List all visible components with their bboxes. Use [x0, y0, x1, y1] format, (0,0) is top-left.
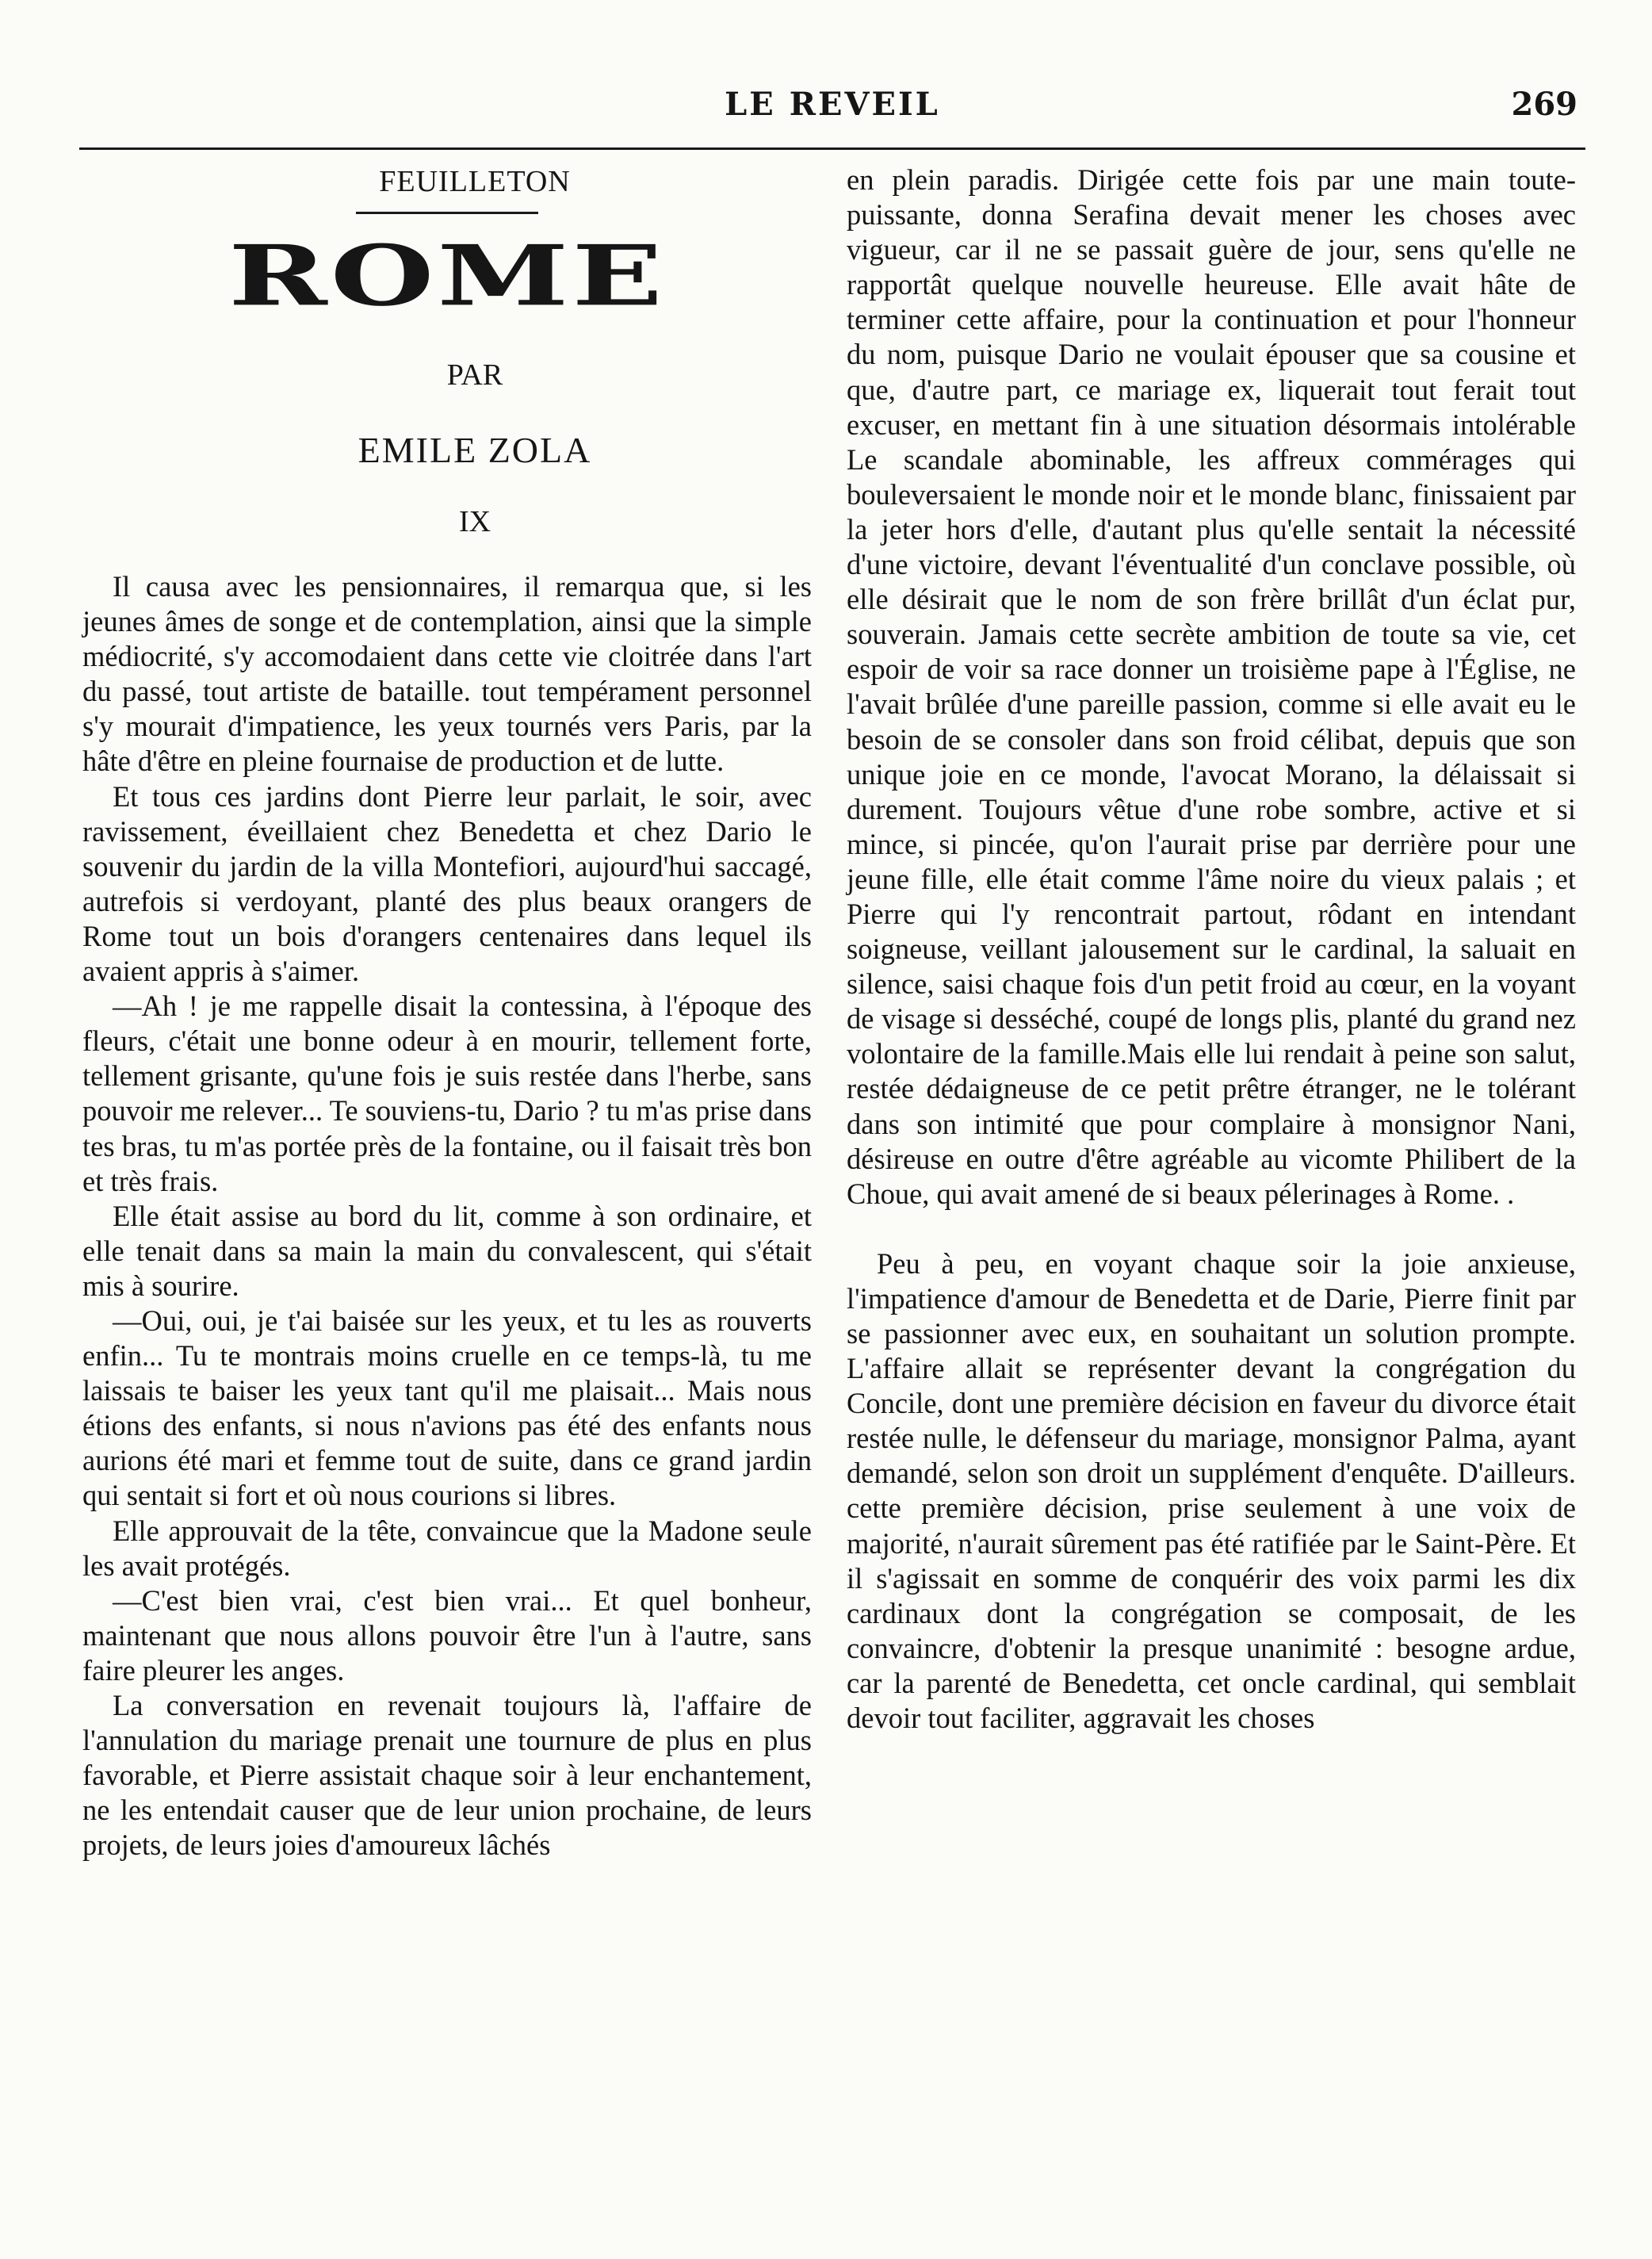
- paragraph: —Ah ! je me rappelle disait la contessina, à l'époque des fleurs, c'était une bonne odeur à en mourir, tellement forte, tellement grisante, qu'une fois je suis restée dans l'herbe, sans pouvoir me relever... Te souviens-tu, Dario ? tu m'as prise dans tes bras, tu m'as portée près de la fontaine, ou il faisait très bon et très frais.: [82, 990, 812, 1197]
- page-header: [79, 86, 1585, 133]
- paragraph: Peu à peu, en voyant chaque soir la joie anxieuse, l'impatience d'amour de Benedetta et de Darie, Pierre finit par se passionner avec eux, en souhaitant un solution prompte. L'affaire allait se représenter devant la congrégation du Concile, dont une première décision en faveur du divorce était restée nulle, le défenseur du mariage, monsignor Palma, ayant demandé, selon son droit un supplément d'enquête. D'ailleurs. cette première décision, prise seulement à une voix de majorité, n'aurait sûrement pas été ratifiée par le Saint-Père. Et il s'agissait en somme de conquérir des voix parmi les dix cardinaux dont la congrégation se composait, de les convaincre, d'obtenir la presque unanimité : besogne ardue, car la parenté de Benedetta, cet oncle cardinal, qui semblait devoir tout faciliter, aggravait les choses: [847, 1246, 1576, 1735]
- byline-par: PAR: [446, 358, 503, 392]
- paragraph: Et tous ces jardins dont Pierre leur parlait, le soir, avec ravissement, éveillaient chez Benedetta et chez Dario le souvenir du jardin de la villa Montefiori, aujourd'hui saccagé, autrefois si verdoyant, planté des plus beaux orangers de Rome tout un bois d'orangers centenaires dans lequel ils avaient appris à s'aimer.: [82, 779, 812, 988]
- paragraph: —C'est bien vrai, c'est bien vrai... Et quel bonheur, maintenant que nous allons pouvoir être l'un à l'autre, sans faire pleurer les anges.: [82, 1583, 812, 1687]
- paragraph: La conversation en revenait toujours là, l'affaire de l'annulation du mariage prenait une tournure de plus en plus favorable, et Pierre assistait chaque soir à leur enchantement, ne les entendait causer que de leur union prochaine, de leurs projets, de leurs joies d'amoureux lâchés: [82, 1689, 812, 1862]
- paragraph: Il causa avec les pensionnaires, il remarqua que, si les jeunes âmes de songe et de contemplation, ainsi que la simple médiocrité, s'y accomodaient dans cette vie cloitrée dans l'art du passé, tout artiste de bataille. tout tempérament personnel s'y mourait d'impatience, les yeux tournés vers Paris, par la hâte d'être en pleine fournaise de production et de lutte.: [82, 570, 812, 778]
- paragraph-continued: en plein paradis. Dirigée cette fois par une main toute-puissante, donna Serafina devait mener les choses avec vigueur, car il ne se passait guère de jour, sens qu'elle ne rapportât quelque nouvelle heureuse. Elle avait hâte de terminer cette affaire, pour la continuation et pour l'honneur du nom, puisque Dario ne voulait épouser que sa cousine et que, d'autre part, ce mariage ex, liquerait tout ferait tout excuser, en mettant fin à une situation désormais intolérable Le scandale abominable, les affreux commérages qui bouleversaient le monde noir et le monde blanc, finissaient par la jeter hors d'elle, d'autant plus qu'elle sentait la nécessité d'une victoire, devant l'éventualité d'un conclave possible, où elle désirait que le nom de son frère brillât d'un éclat pur, souverain. Jamais cette secrète ambition de toute sa vie, cet espoir de voir sa race donner un troisième pape à l'Église, ne l'avait brûlée d'une pareille passion, comme si elle avait eu le besoin de se consoler dans son froid célibat, depuis que son unique joie en ce monde, l'avocat Morano, la délaissait si durement. Toujours vêtue d'une robe sombre, active et si mince, si pincée, qu'on l'aurait prise par derrière pour une jeune fille, elle était comme l'âme noire du vieux palais ; et Pierre qui l'y rencontrait partout, rôdant en intendant soigneuse, veillant jalousement sur le cardinal, la saluait en silence, saisi chaque fois d'un petit froid au cœur, en la voyant de visage si desséché, coupé de longs plis, planté du grand nez volontaire de la famille.Mais elle lui rendait à peine son salut, restée dédaigneuse de ce petit prêtre étranger, ne le tolérant dans son intimité que pour complaire à monsignor Nani, désireuse en outre d'être agréable au vicomte Philibert de la Choue, qui avait amené de si beaux pélerinages à Rome. .: [847, 163, 1576, 1210]
- header-rule: [79, 147, 1585, 150]
- title-rule: [356, 212, 538, 214]
- chapter-number: IX: [458, 505, 491, 538]
- paragraph: Elle était assise au bord du lit, comme à son ordinaire, et elle tenait dans sa main la main du convalescent, qui s'était mis à sourire.: [82, 1199, 812, 1302]
- story-title: ROME: [228, 227, 666, 325]
- section-label: FEUILLETON: [379, 165, 571, 198]
- page-number: 269: [1511, 86, 1577, 123]
- right-column: [847, 163, 1576, 1736]
- left-column: [82, 163, 812, 1863]
- newspaper-title: LE REVEIL: [725, 86, 940, 123]
- author-name: EMILE ZOLA: [358, 430, 592, 470]
- paragraph-gap: [847, 1212, 1576, 1246]
- paragraph: Elle approuvait de la tête, convaincue que la Madone seule les avait protégés.: [82, 1514, 812, 1582]
- paragraph: —Oui, oui, je t'ai baisée sur les yeux, et tu les as rouverts enfin... Tu te montrais moins cruelle en ce temps-là, tu me laissais te baiser les yeux tant qu'il me plaisait... Mais nous étions des enfants, si nous n'avions pas été des enfants nous aurions été mari et femme tout de suite, dans ce grand jardin qui sentait si fort et où nous courions si libres.: [82, 1304, 812, 1512]
